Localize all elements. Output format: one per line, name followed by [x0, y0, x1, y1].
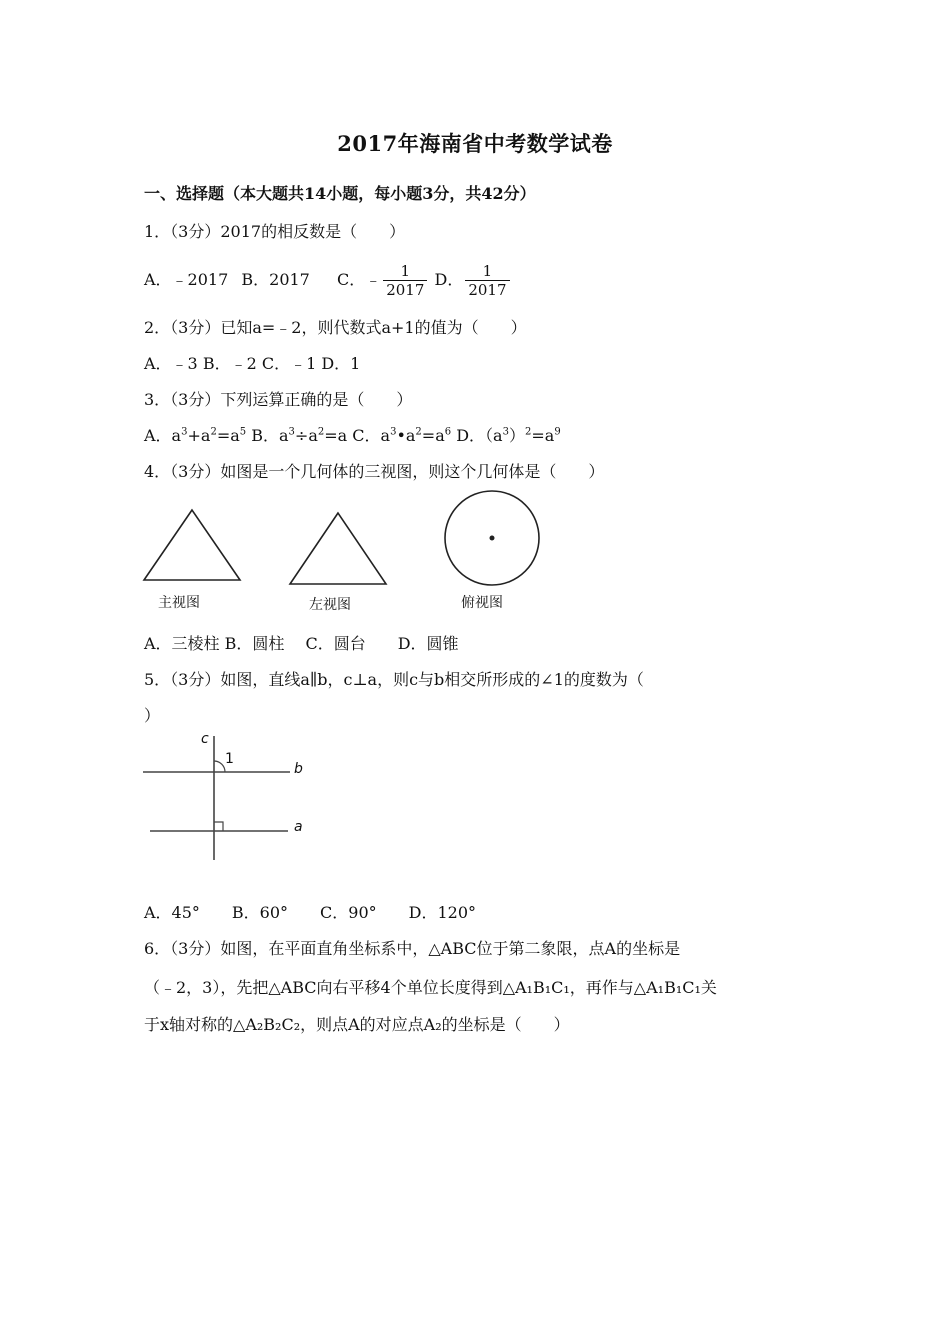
q1-opt-a: A．﹣2017 — [144, 270, 229, 289]
q2-options: A．﹣3 B．﹣2 C．﹣1 D．1 — [144, 354, 361, 373]
q6-line2: （﹣2，3），先把△ABC向右平移4个单位长度得到△A₁B₁C₁，再作与△A₁B₁C₁关 — [144, 978, 717, 997]
left-view-triangle — [290, 513, 386, 584]
q1-opt-d — [434, 262, 511, 299]
q1-options — [144, 262, 512, 299]
q1-opt-c — [336, 262, 435, 299]
q4-stem: 4．（3分）如图是一个几何体的三视图，则这个几何体是（ ） — [144, 462, 605, 481]
q6-line3: 于x轴对称的△A₂B₂C₂，则点A的对应点A₂的坐标是（ ） — [144, 1015, 570, 1034]
q3-options: A．$a^3+a^2=a^5$ B．$a^3\div a^2=a$ C．$a^3•a^2=a^6$ D．$(a^3)^2=a^9$ — [144, 426, 561, 445]
q3-stem: 3．（3分）下列运算正确的是（ ） — [144, 390, 413, 409]
front-view-triangle — [144, 510, 240, 580]
page-title: 2017年海南省中考数学试卷 — [337, 131, 613, 156]
q6-line1: 6．（3分）如图，在平面直角坐标系中，△ABC位于第二象限，点A的坐标是 — [144, 939, 681, 958]
fraction-numerator: 1 — [383, 262, 427, 281]
fraction-numerator: 1 — [465, 262, 509, 281]
q1-opt-d-prefix: D． — [434, 270, 464, 289]
q5-stem-line1: 5．（3分）如图，直线a∥b，c⊥a，则c与b相交所形成的∠1的度数为（ — [144, 670, 644, 689]
q5-stem-line2: ） — [144, 706, 161, 725]
top-view-center-point — [490, 536, 495, 541]
label-b: b — [294, 761, 303, 777]
left-view-label: 左视图 — [309, 597, 351, 613]
label-angle-1: 1 — [225, 751, 234, 767]
q1-opt-b: B．2017 — [241, 270, 310, 289]
label-a: a — [294, 819, 303, 835]
parallel-lines-figure — [140, 728, 320, 868]
q1-opt-d-fraction — [465, 262, 509, 299]
right-angle-mark — [214, 822, 223, 831]
top-view-label: 俯视图 — [461, 595, 503, 611]
q1-stem: 1．（3分）2017的相反数是（ ） — [144, 222, 406, 241]
label-c: c — [201, 731, 209, 747]
q2-stem: 2．（3分）已知a=﹣2，则代数式a+1的值为（ ） — [144, 318, 527, 337]
q1-opt-c-prefix: C．﹣ — [336, 270, 382, 289]
fraction-denominator: 2017 — [386, 281, 425, 299]
angle-1-arc — [214, 761, 225, 772]
front-view-label: 主视图 — [158, 595, 200, 611]
fraction-denominator: 2017 — [468, 281, 507, 299]
section-heading: 一、选择题（本大题共14小题，每小题3分，共42分） — [144, 184, 536, 203]
q1-opt-c-fraction — [383, 262, 427, 299]
q4-options: A．三棱柱 B．圆柱 C．圆台 D．圆锥 — [144, 634, 459, 653]
q5-options: A．45° B．60° C．90° D．120° — [144, 903, 477, 922]
